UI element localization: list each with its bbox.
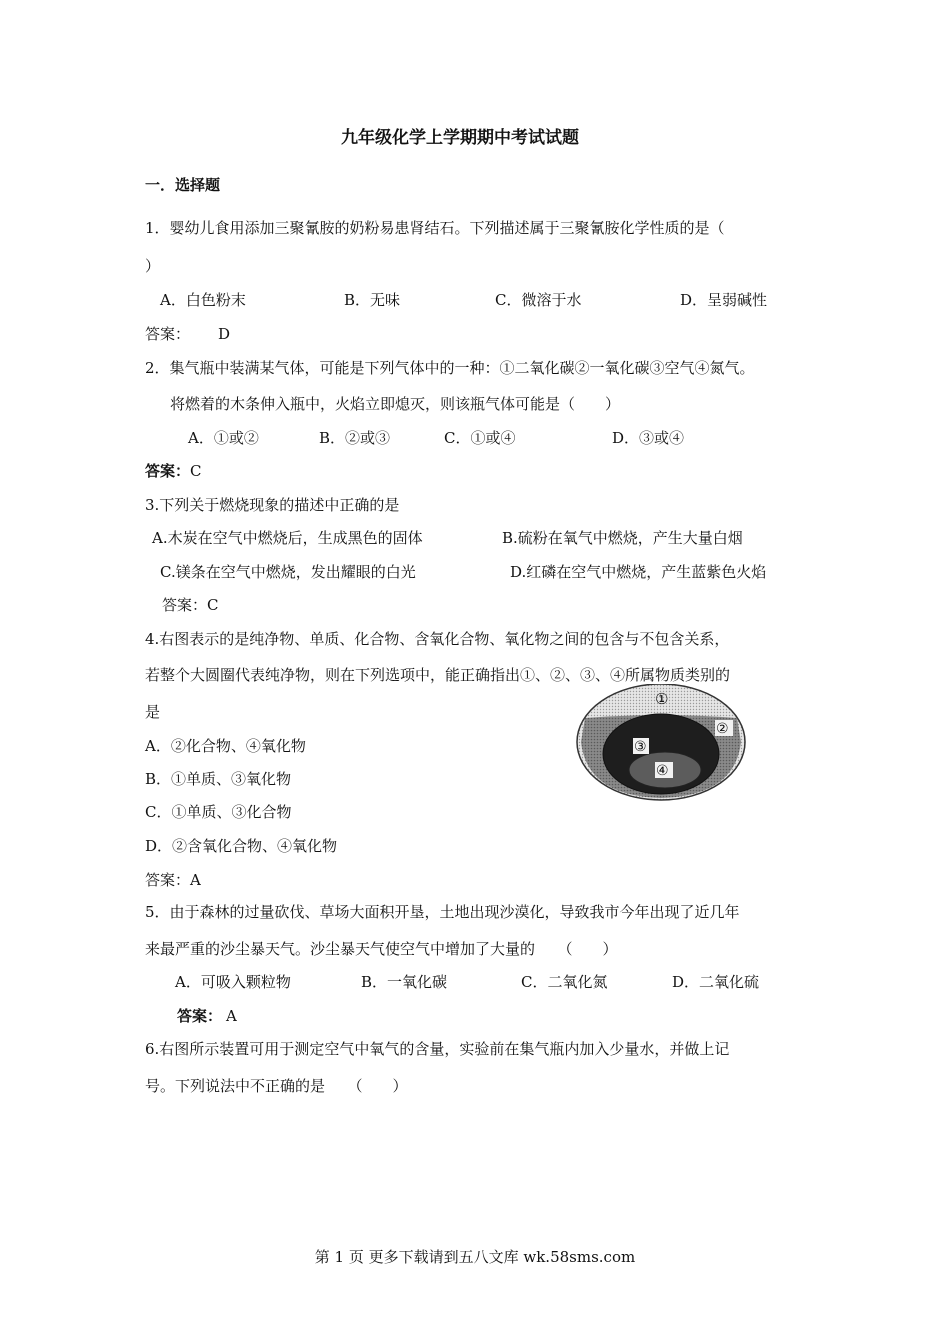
q2-answer: C [190,462,202,480]
page-title: 九年级化学上学期期中考试试题 [341,128,579,148]
page-footer: 第 1 页 更多下载请到五八文库 wk.58sms.com [314,1248,636,1266]
q2-stem-line2: 将燃着的木条伸入瓶中，火焰立即熄灭，则该瓶气体可能是（ ） [170,395,621,413]
q4-stem-line2: 若整个大圆圈代表纯净物，则在下列选项中，能正确指出①、②、③、④所属物质类别的 [145,666,731,684]
q4-option-c: C．①单质、③化合物 [145,803,292,821]
set-inclusion-diagram [575,684,747,804]
q1-answer-label: 答案： [145,325,191,343]
q5-option-b: B．一氧化碳 [361,973,448,991]
q1-answer: D [218,325,231,343]
q5-option-d: D．二氧化硫 [672,973,760,991]
q5-answer-label: 答案： [177,1007,223,1025]
q3-option-a: A.木炭在空气中燃烧后，生成黑色的固体 [152,529,423,547]
q3-option-b: B.硫粉在氧气中燃烧，产生大量白烟 [502,529,743,547]
q2-option-a: A．①或② [188,429,259,447]
q5-answer: A [226,1007,237,1025]
diagram-label-1: ① [655,690,669,708]
q4-stem-line3: 是 [145,703,161,721]
q1-option-d: D．呈弱碱性 [680,291,768,309]
q3-stem: 3.下列关于燃烧现象的描述中正确的是 [145,496,400,514]
q1-stem-line1: 1．婴幼儿食用添加三聚氰胺的奶粉易患肾结石。下列描述属于三聚氰胺化学性质的是（ [145,219,725,237]
q4-answer: 答案：A [145,871,201,889]
q5-stem-line2: 来最严重的沙尘暴天气。沙尘暴天气使空气中增加了大量的 （ ） [145,940,618,958]
q1-stem-line2: ） [145,257,161,275]
q6-stem-line1: 6.右图所示装置可用于测定空气中氧气的含量，实验前在集气瓶内加入少量水，并做上记 [145,1040,730,1058]
q2-answer-label: 答案： [145,462,191,480]
q2-stem-line1: 2．集气瓶中装满某气体，可能是下列气体中的一种：①二氧化碳②一氧化碳③空气④氮气。 [145,359,755,377]
q4-option-a: A．②化合物、④氧化物 [145,737,306,755]
diagram-label-2: ② [716,721,729,737]
section-heading: 一．选择题 [145,176,221,194]
diagram-label-4: ④ [656,763,669,779]
q2-option-b: B．②或③ [319,429,391,447]
q4-option-d: D．②含氧化合物、④氧化物 [145,837,338,855]
diagram-label-3: ③ [634,739,647,755]
q5-option-a: A．可吸入颗粒物 [175,973,291,991]
q1-option-a: A．白色粉末 [160,291,246,309]
q2-option-c: C．①或④ [444,429,516,447]
q3-option-d: D.红磷在空气中燃烧，产生蓝紫色火焰 [510,563,767,581]
q3-option-c: C.镁条在空气中燃烧，发出耀眼的白光 [160,563,416,581]
q2-option-d: D．③或④ [612,429,685,447]
q1-option-b: B．无味 [344,291,401,309]
q3-answer: 答案：C [162,596,219,614]
q5-option-c: C．二氧化氮 [521,973,608,991]
q5-stem-line1: 5．由于森林的过量砍伐、草场大面积开垦，土地出现沙漠化，导致我市今年出现了近几年 [145,903,740,921]
q6-stem-line2: 号。下列说法中不正确的是 （ ） [145,1077,408,1095]
q4-stem-line1: 4.右图表示的是纯净物、单质、化合物、含氧化合物、氧化物之间的包含与不包含关系， [145,630,730,648]
q1-option-c: C．微溶于水 [495,291,582,309]
q4-option-b: B．①单质、③氧化物 [145,770,292,788]
